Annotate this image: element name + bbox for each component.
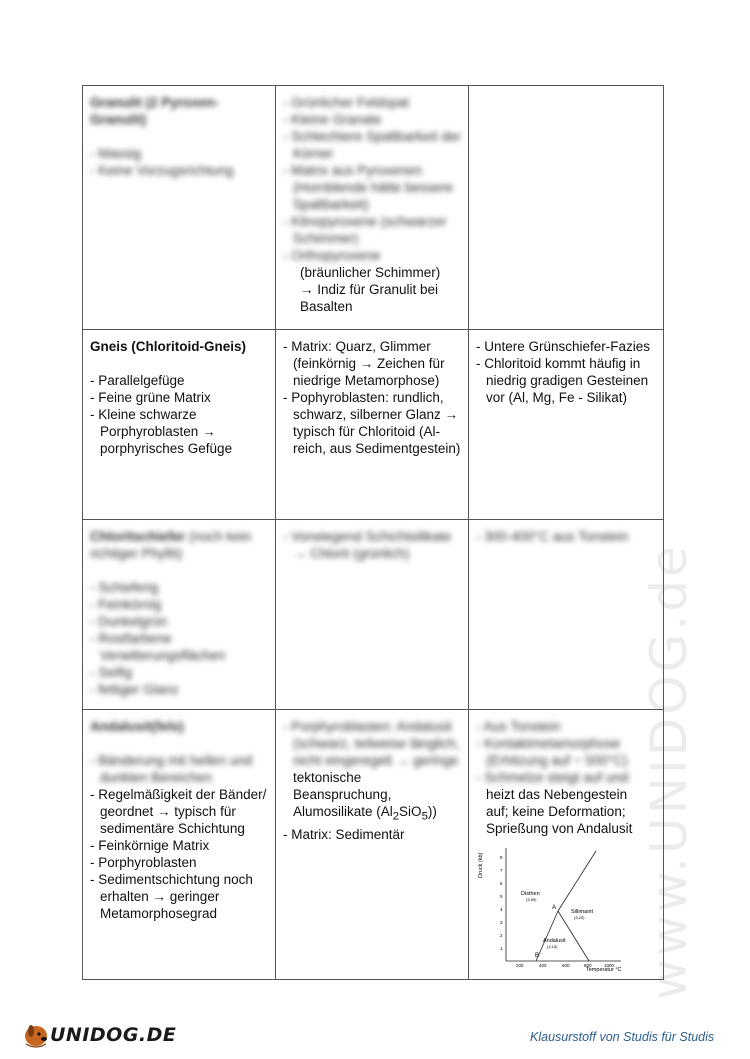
y-tick-label: 8 [500, 855, 503, 860]
y-tick-label: 4 [500, 907, 503, 912]
mineral-note: tektonische Beanspruchung, Alumosilikate $(Al_2SiO_5)$) [293, 770, 437, 823]
phase-diagram [476, 843, 626, 973]
y-tick-label: 2 [500, 933, 503, 938]
rock-title: Granulit (2 Pyroxen-Granulit) [90, 95, 220, 127]
cell-conditions [469, 86, 664, 330]
logo-text[interactable]: UNIDOG.DE [50, 1024, 177, 1046]
rock-title: Chloritschiefer [90, 529, 186, 544]
phase-boundary [558, 851, 596, 911]
rock-title: Gneis (Chloritoid-Gneis) [90, 339, 247, 354]
x-tick-label: 800 [584, 963, 592, 968]
x-tick-label: 400 [539, 963, 547, 968]
cell-mineralogy [276, 520, 469, 710]
feature-list: - Schieferig - Feinkörnig - Dunkelgrün - Rostfarbene Verwitterungsflächen - Seifig - fettiger Glanz [90, 580, 226, 697]
cell-mineralogy [276, 86, 469, 330]
y-tick-label: 3 [500, 920, 503, 925]
point-label: B [535, 953, 540, 959]
rock-table [82, 85, 664, 980]
field-code: (3,15) [547, 944, 558, 949]
conditions-list: - 300-400°C aus Tonstein [476, 529, 629, 544]
cell-rock-name [83, 330, 276, 520]
y-tick-label: 7 [500, 868, 503, 873]
watermark: www.UNIDOG.de [640, 543, 698, 1000]
table-row-andalusit [83, 710, 664, 980]
table-row-gneis [83, 330, 664, 520]
mineral-list: - Matrix: Quarz, Glimmer (feinkörnig → Zeichen für niedrige Metamorphose) - Pophyroblasten: rundlich, schwarz, silberner Glanz → typisch für Chloritoid (Al-reich, aus Sedimentgestein) [283, 339, 461, 456]
mineral-note: (bräunlicher Schimmer) → Indiz für Granulit bei Basalten [300, 265, 441, 314]
table-row-chloritschiefer [83, 520, 664, 710]
mineral-list: - Vorwiegend Schichtsilikate → Chlorit (grünlich) [283, 529, 452, 561]
table-row-granulit [83, 86, 664, 330]
cell-mineralogy [276, 330, 469, 520]
cell-rock-name: Chloritschiefer (noch kein richtiger Phyllit) - Schieferig - Feinkörnig - Dunkelgrün - Rostfarbene Verwitterungsflächen - Seifig - fettiger Glanz [83, 520, 276, 710]
point-label: A [552, 905, 557, 911]
cell-conditions [469, 520, 664, 710]
x-tick-label: 200 [516, 963, 524, 968]
conditions-list: - Untere Grünschiefer-Fazies - Chloritoid kommt häufig in niedrig gradigen Gesteinen vor (Al, Mg, Fe - Silikat) [476, 339, 651, 405]
conditions-note: heizt das Nebengestein auf; keine Deformation; Sprießung von Andalusit [486, 787, 633, 836]
cell-conditions: - Aus Tonstein - Kontaktmetamorphose (Erhitzung auf ~ 500°C) - Schmelze steigt auf und heizt das Nebengestein auf; keine Deformation; Sprießung von Andalusit Druck (kb) Temperatur °C 1 2 3 4 5 6 7 8 200 400 600 800 1000 Disthen (3,55) Sillimanit (3,20) Andalusit (3,15) A B [469, 710, 664, 980]
field-label: Disthen [521, 891, 540, 897]
feature-list: - Massig - Keine Vorzugsrichtung [90, 146, 234, 178]
cell-rock-name [83, 86, 276, 330]
phase-boundary [536, 911, 558, 961]
cell-mineralogy: - Porphyroblasten: Andalusit (schwarz, teilweise länglich, nicht eingeregelt → geringe tektonische Beanspruchung, Alumosilikate $(Al_2SiO_5)$) - Matrix: Sedimentär [276, 710, 469, 980]
x-tick-label: 600 [562, 963, 570, 968]
x-axis-label: Temperatur °C [586, 967, 622, 973]
field-label: Sillimanit [571, 909, 594, 915]
y-tick-label: 6 [500, 881, 503, 886]
x-tick-label: 1000 [604, 963, 615, 968]
cell-rock-name: Andalusit(fels) - Bänderung mit hellen und dunklen Bereichen - Regelmäßigkeit der Bänder/ geordnet → typisch für sedimentäre Schichtung - Feinkörnige Matrix - Porphyroblasten - Sedimentschichtung noch erhalten → geringer Metamorphosegrad [83, 710, 276, 980]
y-tick-label: 1 [500, 946, 503, 951]
field-code: (3,55) [526, 897, 537, 902]
y-axis-label: Druck (kb) [478, 852, 484, 878]
feature-list: - Regelmäßigkeit der Bänder/ geordnet → typisch für sedimentäre Schichtung - Feinkörnige Matrix - Porphyroblasten - Sedimentschichtung noch erhalten → geringer Metamorphosegrad [90, 787, 267, 921]
footer-tagline: Klausurstoff von Studis für Studis [530, 1030, 715, 1044]
y-tick-label: 5 [500, 894, 503, 899]
mineral-list: - Matrix: Sedimentär [283, 826, 405, 842]
field-code: (3,20) [574, 915, 585, 920]
cell-conditions [469, 330, 664, 520]
rock-title: Andalusit(fels) [90, 719, 184, 734]
feature-list: - Parallelgefüge - Feine grüne Matrix - Kleine schwarze Porphyroblasten → porphyrisches Gefüge [90, 373, 233, 456]
mineral-list: - Grünlicher Feldspat - Kleine Granate - Schlechtere Spaltbarkeit der Körner - Matrix aus Pyroxenen (Hornblende hätte bessere Spaltbarkeit) - Klinopyroxene (schwarzer Schimmer) - Orthopyroxene [283, 95, 461, 263]
field-label: Andalusit [543, 938, 566, 944]
